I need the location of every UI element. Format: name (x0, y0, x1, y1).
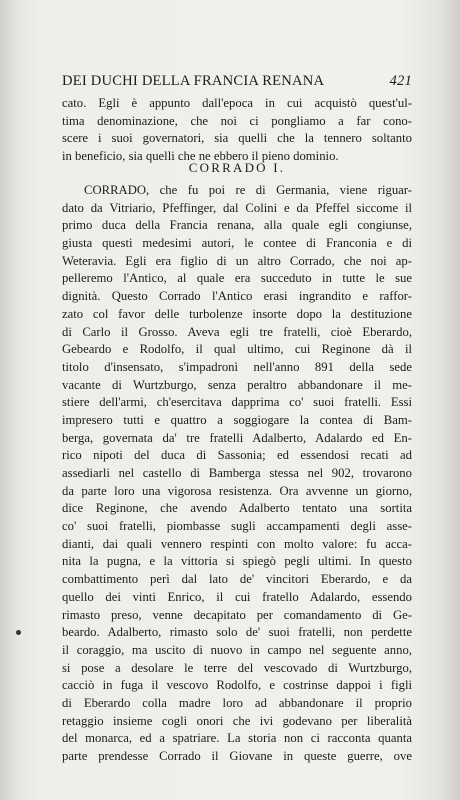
text-line: rico nipoti del duca di Sassonia; ed essendosi recati ad (62, 448, 412, 463)
text-line: vacante di Wurtzburgo, senza peraltro abbandonare il me- (62, 377, 412, 392)
text-line: nita la pugna, e la vittoria si spiegò pegli ultimi. In questo (62, 554, 412, 569)
text-line: del monarca, ed a spatriare. La storia non ci racconta quanta (62, 731, 412, 746)
text-line: parte prendesse Corrado il Giovane in queste guerre, ove (62, 749, 412, 763)
text-line: dianti, dai quali vennero respinti con molto valore: fu acca- (62, 536, 412, 551)
text-line: retaggio insieme cogli onori che ivi godevano per liberalità (62, 713, 412, 728)
text-line: beardo. Adalberto, rimasto solo de' suoi fratelli, non perdette (62, 625, 412, 640)
text-line: si pose a desolare le terre del vescovado di Wurtzburgo, (62, 660, 412, 675)
text-line: quello dei vinti Enrico, il cui fratello Adalardo, essendo (62, 589, 412, 604)
text-line: dato da Vitriario, Pfeffinger, dal Colini e da Pfeffel siccome il (62, 200, 412, 215)
margin-mark (16, 630, 21, 635)
text-line: tima denominazione, che noi ci pongliamo a far cono- (62, 113, 412, 128)
text-line: Weteravia. Egli era figlio di un altro Corrado, che noi ap- (62, 253, 412, 268)
lead-paragraph (62, 95, 412, 166)
text-line: combattimento perì dal lato de' vincitori Eberardo, e da (62, 572, 412, 587)
page-number: 421 (389, 73, 412, 89)
text-line: titolo d'insensato, s'impadronì nell'anno 891 della sede (62, 359, 412, 374)
text-line: assediarli nel castello di Bamberga stessa nel 902, trovarono (62, 466, 412, 480)
text-line: rimasto preso, venne decapitato per comandamento di Ge- (62, 607, 412, 622)
text-line: il coraggio, ma uscito di nuovo in campo nel seguente anno, (62, 642, 412, 657)
text-line: pelleremo l'Antico, al quale era succeduto in tutte le sue (62, 271, 412, 286)
text-line: CORRADO, che fu poi re di Germania, viene riguar- (84, 183, 412, 197)
section-title: CORRADO I. (188, 160, 286, 175)
text-line: primo duca della Francia renana, alla quale egli congiunse, (62, 218, 412, 233)
text-line: Gebeardo e Rodolfo, il qual ultimo, cui Reginone dà il (62, 342, 412, 357)
header-title: DEI DUCHI DELLA FRANCIA RENANA (62, 73, 325, 89)
text-line: cacciò in fuga il vescovo Rodolfo, e costrinse dappoi i figli (62, 678, 412, 693)
text-line: scere i suoi governatori, sia quelli che la tennero soltanto (62, 131, 412, 146)
text-line: giusta questi medesimi autori, le contee di Franconia e di (62, 236, 412, 251)
text-line: cato. Egli è appunto dall'epoca in cui acquistò quest'ul- (62, 96, 412, 110)
text-line: di Eberardo colla madre loro ad abbandonare il proprio (62, 695, 412, 710)
text-line: stiere dell'armi, ch'esercitava dapprima co' suoi fratelli. Essi (62, 395, 412, 410)
text-line: in beneficio, sia quelli che ne ebbero il pieno dominio. (62, 149, 339, 164)
text-line: dignità. Questo Corrado l'Antico erasi ingrandito e raffor- (62, 289, 412, 304)
text-line: dice Reginone, che avendo Adalberto tentato una sortita (62, 501, 412, 516)
body-paragraph (62, 182, 412, 766)
text-line: zato col favor delle turbolenze insorte dopo la destituzione (62, 306, 412, 321)
text-line: berga, governata da' tre fratelli Adalberto, Adalardo ed En- (62, 430, 412, 445)
text-line: co' suoi fratelli, piombasse sugli accampamenti degli asse- (62, 519, 412, 534)
text-line: di Carlo il Grosso. Aveva egli tre fratelli, cioè Eberardo, (62, 324, 412, 339)
text-line: da parte loro una vigorosa resistenza. Ora avvenne un giorno, (62, 483, 412, 498)
text-line: impresero tutti e quattro a soggiogare la contea di Bam- (62, 412, 412, 427)
